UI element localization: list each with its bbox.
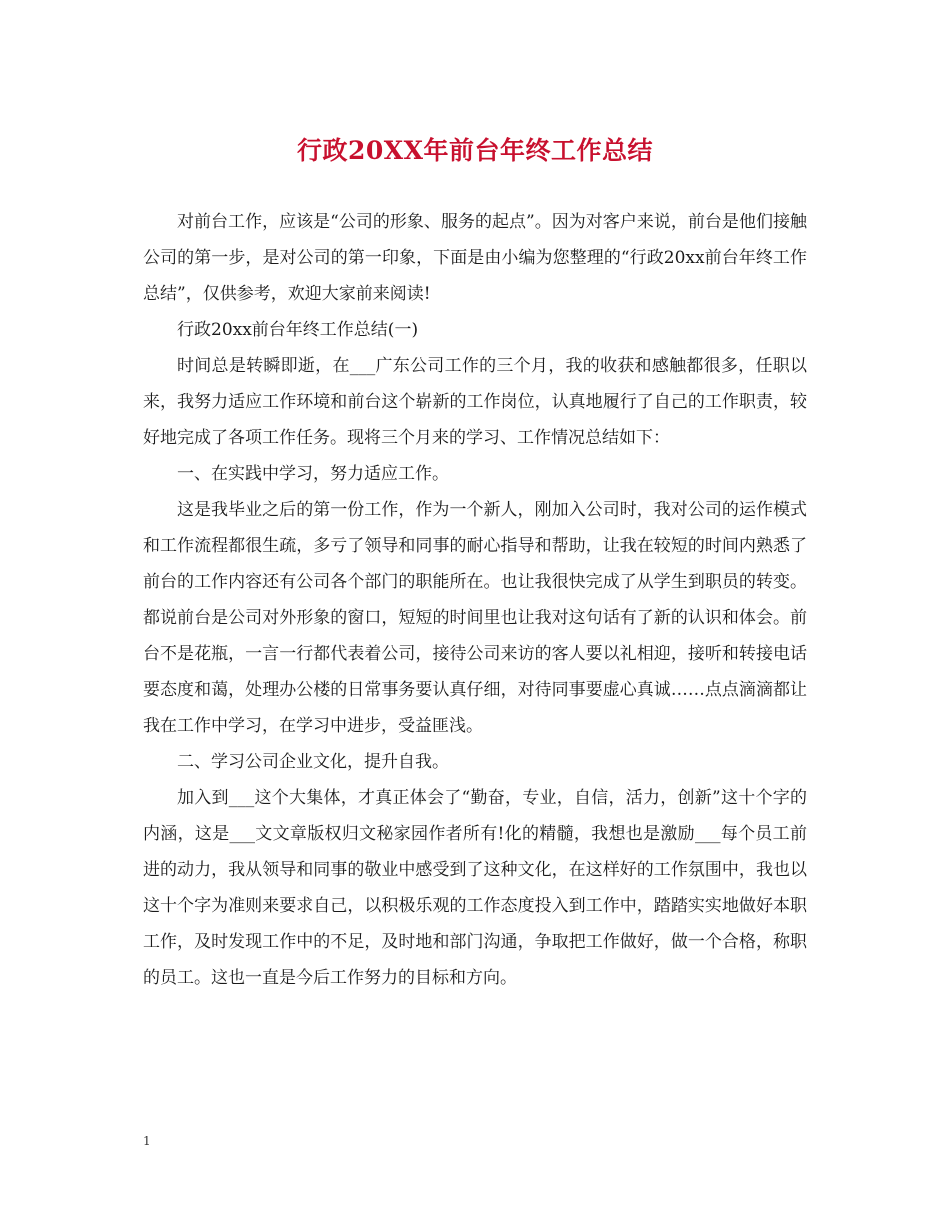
page-number: 1: [143, 1134, 151, 1148]
section-heading-practice: 一、在实践中学习，努力适应工作。: [177, 464, 449, 484]
section-heading-part-one: 行政20xx前台年终工作总结(一): [177, 320, 419, 340]
section-heading-culture: 二、学习公司企业文化，提升自我。: [177, 752, 449, 772]
paragraph-practice: 这是我毕业之后的第一份工作，作为一个新人，刚加入公司时，我对公司的运作模式和工作流程都很生疏，多亏了领导和同事的耐心指导和帮助，让我在较短的时间内熟悉了前台的工作内容还有公司各个部门的职能所在。也让我很快完成了从学生到职员的转变。都说前台是公司对外形象的窗口，短短的时间里也让我对这句话有了新的认识和体会。前台不是花瓶，一言一行都代表着公司，接待公司来访的客人要以礼相迎，接听和转接电话要态度和蔼，处理办公楼的日常事务要认真仔细，对待同事要虚心真诚……点点滴滴都让我在工作中学习，在学习中进步，受益匪浅。: [143, 500, 807, 736]
document-title: 行政20XX年前台年终工作总结: [296, 136, 654, 165]
paragraph-intro: 对前台工作，应该是“公司的形象、服务的起点”。因为对客户来说，前台是他们接触公司的第一步，是对公司的第一印象，下面是由小编为您整理的“行政20xx前台年终工作总结”，仅供参考，欢迎大家前来阅读!: [143, 212, 807, 304]
paragraph-opening: 时间总是转瞬即逝，在___广东公司工作的三个月，我的收获和感触都很多，任职以来，我努力适应工作环境和前台这个崭新的工作岗位，认真地履行了自己的工作职责，较好地完成了各项工作任务。现将三个月来的学习、工作情况总结如下：: [143, 356, 807, 448]
document-body: [143, 204, 807, 996]
paragraph-culture: 加入到___这个大集体，才真正体会了“勤奋，专业，自信，活力，创新”这十个字的内涵，这是___文文章版权归文秘家园作者所有!化的精髓，我想也是激励___每个员工前进的动力，我从领导和同事的敬业中感受到了这种文化，在这样好的工作氛围中，我也以这十个字为准则来要求自己，以积极乐观的工作态度投入到工作中，踏踏实实地做好本职工作，及时发现工作中的不足，及时地和部门沟通，争取把工作做好，做一个合格，称职的员工。这也一直是今后工作努力的目标和方向。: [143, 788, 807, 988]
